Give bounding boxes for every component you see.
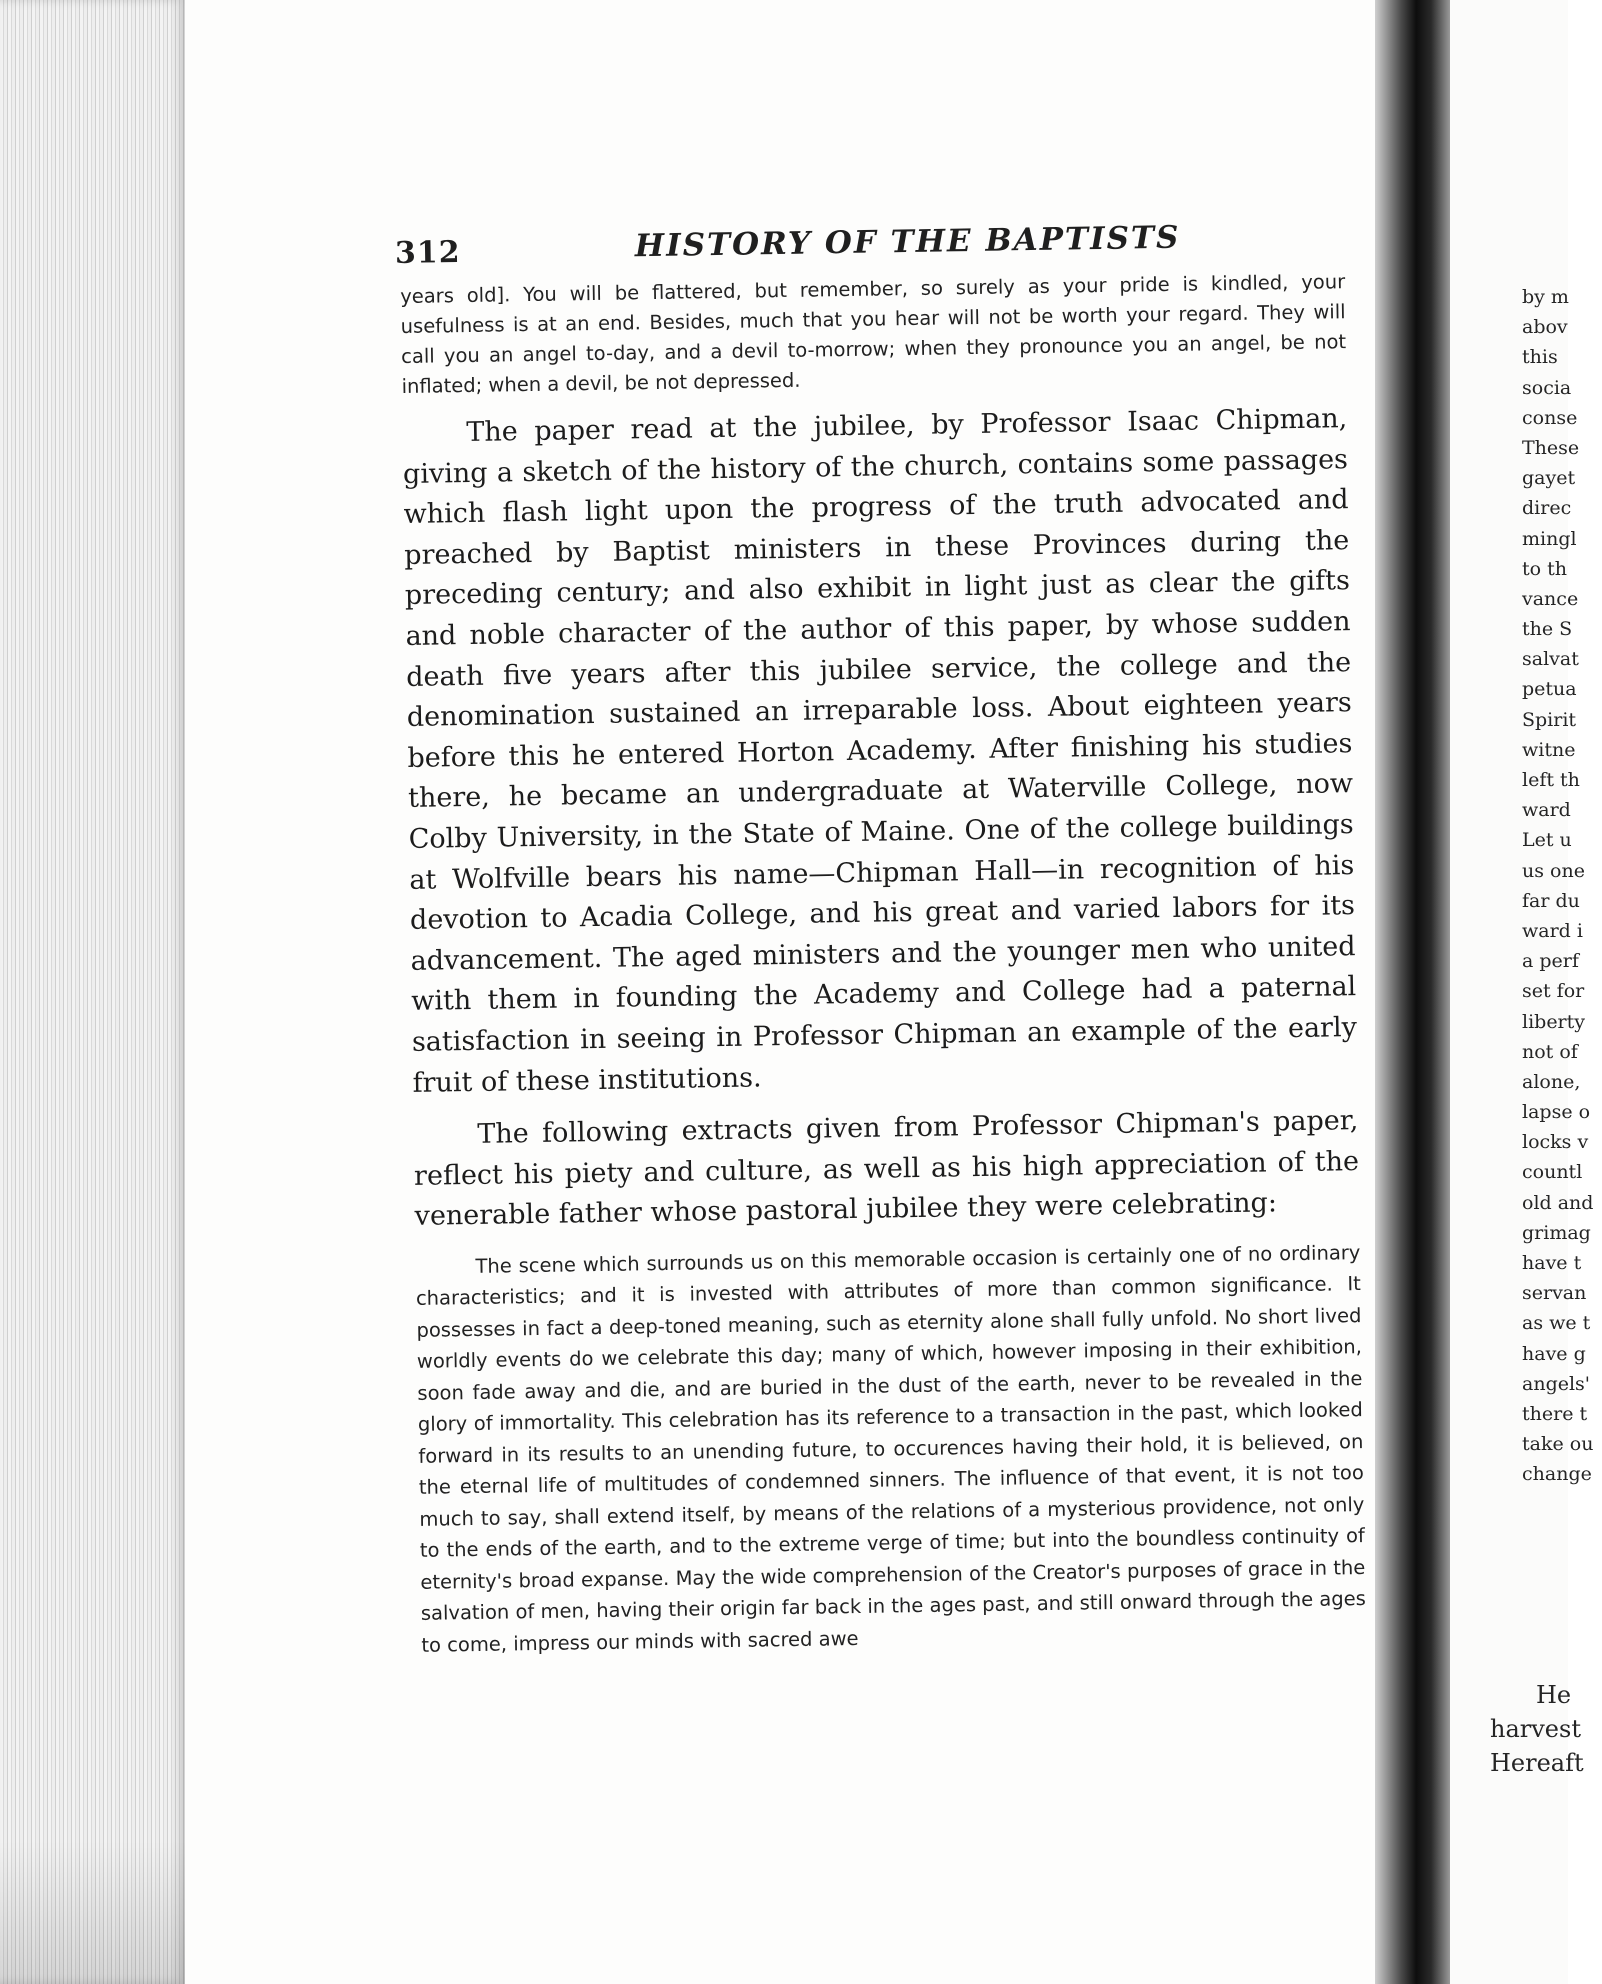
right-page-line: conse — [1522, 406, 1578, 429]
right-page-line: set for — [1522, 980, 1585, 1003]
right-page-line: gayet — [1522, 467, 1576, 490]
right-page-line: servan — [1522, 1282, 1587, 1305]
right-page-line: left th — [1522, 769, 1580, 791]
right-page-line: old and — [1522, 1191, 1594, 1214]
right-page-line: there t — [1522, 1402, 1588, 1425]
right-page-line: He — [1536, 1681, 1572, 1709]
right-page-line: Let u — [1522, 829, 1572, 852]
right-page-line: socia — [1522, 376, 1572, 399]
book-gutter — [1375, 0, 1450, 1984]
right-page-line: ward — [1522, 799, 1571, 822]
right-page-line: as we t — [1522, 1312, 1591, 1335]
right-page-text — [1522, 282, 1602, 1490]
right-page-line: have t — [1522, 1252, 1582, 1274]
right-page-line: a perf — [1522, 950, 1579, 973]
page-number: 312 — [394, 234, 461, 271]
right-page-line: take ou — [1522, 1433, 1594, 1456]
page-edge-stack — [0, 0, 185, 1984]
right-page-line: liberty — [1522, 1010, 1586, 1033]
right-page-line: the S — [1522, 618, 1573, 641]
right-page-line: by m — [1522, 286, 1569, 308]
right-page-line: far du — [1522, 889, 1580, 912]
right-page-line: harvest — [1490, 1715, 1581, 1743]
running-head: HISTORY OF THE BAPTISTS — [634, 219, 1181, 265]
right-page-line: direc — [1522, 497, 1572, 520]
right-page-line: to th — [1522, 557, 1567, 580]
right-page-line: petua — [1522, 678, 1577, 701]
right-page-line: alone, — [1522, 1070, 1581, 1093]
right-page-line: not of — [1522, 1040, 1578, 1063]
main-text-block — [400, 267, 1367, 1661]
right-page-line: salvat — [1522, 648, 1579, 671]
right-page-line: These — [1522, 436, 1580, 459]
right-page-line: lapse o — [1522, 1101, 1591, 1124]
right-page-line: grimag — [1522, 1221, 1591, 1244]
right-page-line: abov — [1522, 316, 1568, 339]
opening-quotation: years old]. You will be flattered, but remember, so surely as your pride is kindled, your usefulness is at an end. Besides, much that you hear will not be worth your regard. They will call you an angel to-day, and a devil to-morrow; when they pronounce you an angel, be not inflated; when a devil, be not depressed. — [400, 270, 1347, 398]
right-page-line: change — [1522, 1463, 1592, 1486]
right-page-line: angels' — [1522, 1372, 1591, 1395]
right-page-line: ward i — [1522, 919, 1583, 942]
right-page-line: mingl — [1522, 527, 1577, 550]
right-page-line: this — [1522, 346, 1558, 369]
right-page-line: have g — [1522, 1342, 1586, 1365]
right-page-line: vance — [1522, 587, 1579, 610]
right-page-line: witne — [1522, 738, 1576, 761]
right-page-bottom-text — [1490, 1678, 1584, 1780]
extract-quotation: The scene which surrounds us on this memorable occasion is certainly one of no ordinary characteristics; and it is invested with attributes of more than common significance. It possesses in fact a deep-toned meaning, such as eternity alone shall fully unfold. No short lived worldly events do we celebrate this day; many of which, however imposing in their exhibition, soon fade away and die, and are buried in the dust of the earth, never to be revealed in the glory of immortality. This celebration has its reference to a transaction in the past, which looked forward in its results to an unending future, to occurences having their hold, it is believed, on the eternal life of multitudes of condemned sinners. The influence of that event, it is not too much to say, shall extend itself, by means of the relations of a mysterious providence, not only to the ends of the earth, and to the extreme verge of time; but into the boundless continuity of eternity's broad expanse. May the wide comprehension of the Creator's purposes of grace in the salvation of men, having their origin far back in the ages past, and still onward through the ages to come, impress our minds with sacred awe — [415, 1240, 1366, 1657]
body-paragraph: The following extracts given from Professor Chipman's paper, reflect his piety and culture, as well as his high appreciation of the venerable father whose pastoral jubilee they were celebrating: — [413, 1105, 1360, 1233]
body-paragraph: The paper read at the jubilee, by Professor Isaac Chipman, giving a sketch of the history of the church, contains some passages which flash light upon the progress of the truth advocated and preached by Baptist ministers in these Provinces during the preceding century; and also exhibit in light just as clear the gifts and noble character of the author of this paper, by whose sudden death five years after this jubilee service, the college and the denomination sustained an irreparable loss. About eighteen years before this he entered Horton Academy. After finishing his studies there, he became an undergraduate at Waterville College, now Colby University, in the State of Maine. One of the college buildings at Wolfville bears his name—Chipman Hall—in recognition of his devotion to Acadia College, and his great and varied labors for its advancement. The aged ministers and the younger men who united with them in founding the Academy and College had a paternal satisfaction in seeing in Professor Chipman an example of the early fruit of these institutions. — [402, 403, 1358, 1099]
right-page-line: us one — [1522, 859, 1585, 882]
right-page-line: Spirit — [1522, 708, 1577, 731]
right-page-line: locks v — [1522, 1131, 1589, 1154]
right-page-line: countl — [1522, 1161, 1583, 1184]
right-page-line: Hereaft — [1490, 1749, 1584, 1777]
